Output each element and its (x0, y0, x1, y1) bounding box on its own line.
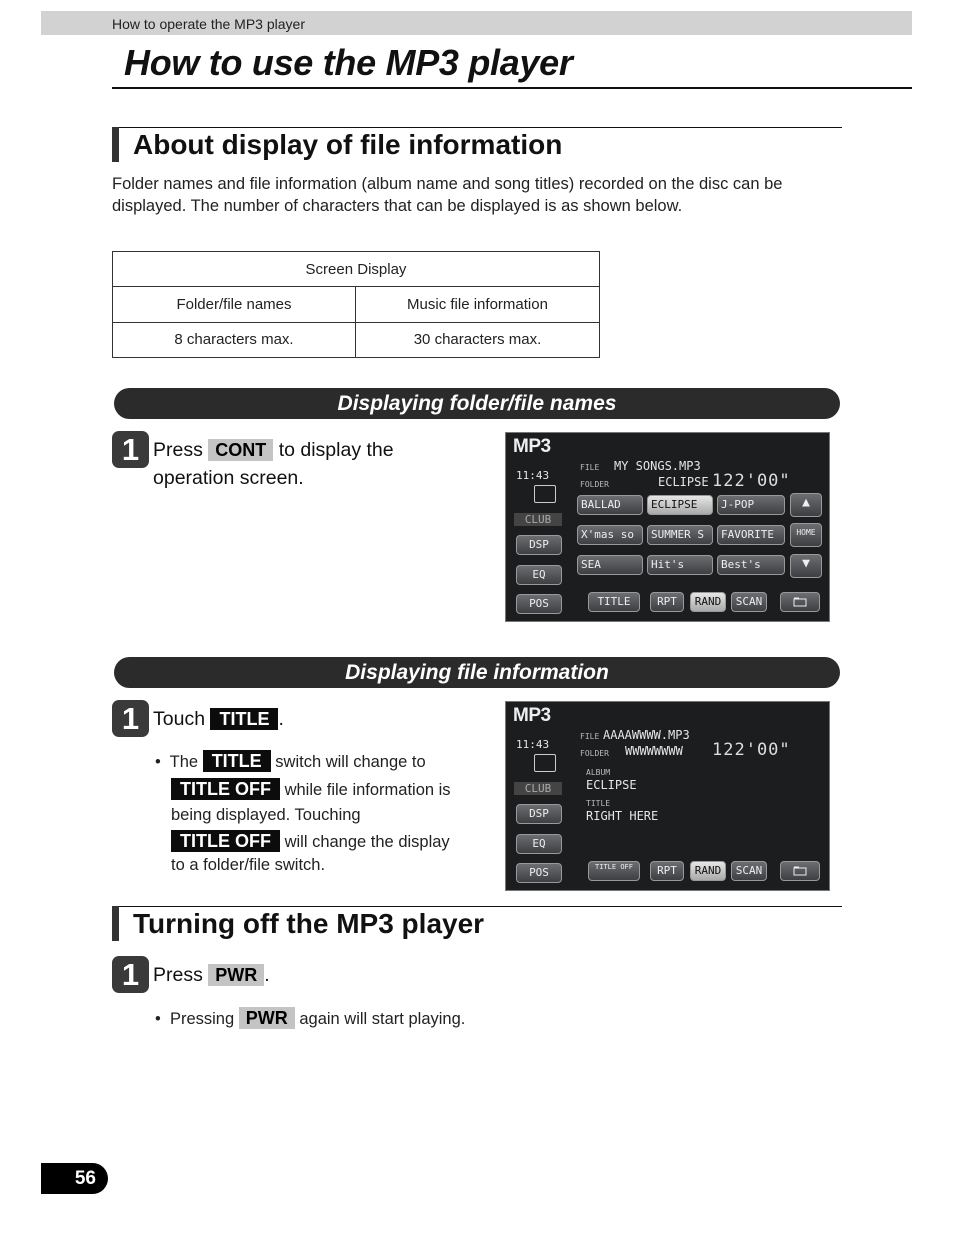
step-instruction: Press PWR . (153, 964, 270, 986)
table-column-music: Music file information (356, 287, 600, 322)
title-off-button[interactable]: TITLE OFF (588, 861, 640, 881)
folder-button-bests[interactable]: Best's (717, 555, 785, 575)
home-button[interactable]: HOME (790, 523, 822, 547)
file-name: MY SONGS.MP3 (614, 459, 701, 473)
club-label: CLUB (514, 782, 562, 795)
elapsed-time: 122'00" (712, 471, 791, 491)
title-key: TITLE (203, 750, 271, 772)
club-label: CLUB (514, 513, 562, 526)
table-value-folder: 8 characters max. (113, 322, 356, 357)
character-limit-table (112, 251, 600, 358)
rand-button[interactable]: RAND (690, 861, 726, 881)
title-off-key: TITLE OFF (171, 830, 280, 852)
title-off-key: TITLE OFF (171, 778, 280, 800)
folder-button-jpop[interactable]: J-POP (717, 495, 785, 515)
folder-button-summer[interactable]: SUMMER S (647, 525, 713, 545)
down-arrow-icon[interactable]: ▼ (790, 554, 822, 578)
section1-heading: About display of file information (133, 129, 563, 160)
folder-button-xmas[interactable]: X'mas so (577, 525, 643, 545)
step-number: 1 (112, 431, 149, 468)
folder-button-eclipse[interactable]: ECLIPSE (647, 495, 713, 515)
folder-up-icon[interactable] (780, 592, 820, 612)
pwr-bullet-note: • Pressing PWR again will start playing. (155, 1008, 466, 1028)
folder-button-hits[interactable]: Hit's (647, 555, 713, 575)
clock: 11:43 (516, 738, 550, 751)
scan-button[interactable]: SCAN (731, 592, 767, 612)
table-value-music: 30 characters max. (356, 322, 600, 357)
dsp-button[interactable]: DSP (516, 535, 562, 555)
rpt-button[interactable]: RPT (650, 592, 684, 612)
section1-rule (112, 127, 842, 128)
elapsed-time: 122'00" (712, 740, 791, 760)
song-title: RIGHT HERE (586, 809, 659, 823)
section1-intro: Folder names and file information (album name and song titles) recorded on the disc can be displayed. The number of characters that can be displayed is as shown below. (112, 175, 783, 215)
header-bar (41, 11, 912, 35)
table-column-folder: Folder/file names (113, 287, 356, 322)
pos-button[interactable]: POS (516, 594, 562, 614)
cont-key: CONT (208, 439, 273, 461)
mp3-screen-folder-view: MP3 11:43 FILE MY SONGS.MP3 FOLDER ECLIPSE 122'00" CLUB DSP EQ POS BALLAD ECLIPSE J-POP X'mas so SUMMER S FAVORITE SEA Hit's Best's ▲ HOME ▼ TITLE RPT RAND SCAN (505, 432, 830, 622)
section2-heading: Turning off the MP3 player (133, 908, 485, 939)
section2-marker (112, 906, 119, 941)
folder-button-ballad[interactable]: BALLAD (577, 495, 643, 515)
title-key: TITLE (210, 708, 278, 730)
pwr-key: PWR (208, 964, 264, 986)
up-arrow-icon[interactable]: ▲ (790, 493, 822, 517)
folder-up-icon[interactable] (780, 861, 820, 881)
rand-button[interactable]: RAND (690, 592, 726, 612)
title-bullet-note: • The TITLE switch will change to TITLE OFF while file information is being displayed. Touching TITLE OFF will change the display to a folder/file switch. (155, 751, 451, 874)
folder-button-sea[interactable]: SEA (577, 555, 643, 575)
mp3-logo: MP3 (513, 705, 551, 726)
folder-name: WWWWWWWW (625, 744, 683, 758)
table-header: Screen Display (113, 252, 600, 287)
disc-icon (534, 754, 556, 772)
section2-rule (112, 906, 842, 907)
file-name: AAAAWWWW.MP3 (603, 728, 690, 742)
mp3-logo: MP3 (513, 436, 551, 457)
title-button[interactable]: TITLE (588, 592, 640, 612)
subheading-folder-names: Displaying folder/file names (114, 388, 840, 419)
disc-icon (534, 485, 556, 503)
mp3-screen-file-info-view: MP3 11:43 FILE AAAAWWWW.MP3 FOLDER WWWWWWWW 122'00" ALBUM ECLIPSE TITLE RIGHT HERE CLUB DSP EQ POS TITLE OFF RPT RAND SCAN (505, 701, 830, 891)
step-instruction: Touch TITLE . (153, 708, 284, 730)
album-name: ECLIPSE (586, 778, 637, 792)
breadcrumb: How to operate the MP3 player (112, 16, 305, 32)
eq-button[interactable]: EQ (516, 834, 562, 854)
subheading-file-information: Displaying file information (114, 657, 840, 688)
section1-marker (112, 127, 119, 162)
scan-button[interactable]: SCAN (731, 861, 767, 881)
eq-button[interactable]: EQ (516, 565, 562, 585)
step-number: 1 (112, 956, 149, 993)
dsp-button[interactable]: DSP (516, 804, 562, 824)
folder-name: ECLIPSE (658, 475, 709, 489)
title-rule (112, 87, 912, 89)
pos-button[interactable]: POS (516, 863, 562, 883)
pwr-key: PWR (239, 1007, 295, 1029)
clock: 11:43 (516, 469, 550, 482)
page-title: How to use the MP3 player (124, 42, 573, 83)
step-instruction: Press CONT to display the operation screen. (153, 439, 394, 489)
step-number: 1 (112, 700, 149, 737)
rpt-button[interactable]: RPT (650, 861, 684, 881)
folder-button-favorite[interactable]: FAVORITE (717, 525, 785, 545)
page-number: 56 (41, 1163, 108, 1194)
